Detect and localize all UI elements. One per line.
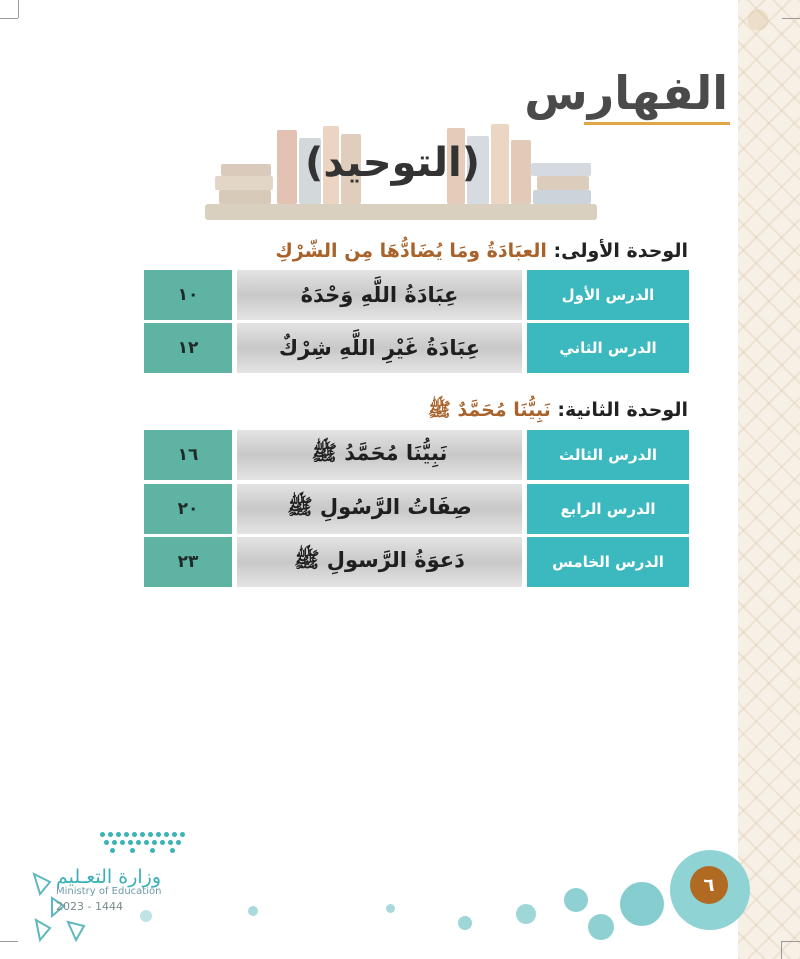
table-row[interactable]: [144, 537, 689, 587]
flower-ornament: [588, 914, 614, 940]
unit-heading-1: [275, 240, 688, 262]
flower-ornament: [458, 916, 472, 930]
ministry-name-en: Ministry of Education: [56, 886, 162, 897]
crop-mark: [782, 941, 800, 942]
vision-dots: [100, 828, 192, 854]
page-title: الفهارس: [524, 66, 728, 120]
page-number-cell: ٢٠: [144, 484, 232, 534]
flower-ornament: [620, 882, 664, 926]
page-number-cell: ١٠: [144, 270, 232, 320]
page-number-cell: ٢٣: [144, 537, 232, 587]
lesson-label: الدرس الأول: [527, 270, 689, 320]
lesson-label: الدرس الثاني: [527, 323, 689, 373]
crop-mark: [782, 18, 800, 19]
ministry-logo: [28, 828, 198, 948]
shelf: [205, 204, 597, 220]
section-banner: (التوحيد): [305, 140, 480, 186]
crop-mark: [18, 0, 19, 18]
lesson-title: دَعوَةُ الرَّسولِ ﷺ: [237, 537, 522, 587]
edition-year: 2023 - 1444: [56, 900, 123, 913]
lesson-label: الدرس الرابع: [527, 484, 689, 534]
unit-prefix: الوحدة الثانية:: [550, 399, 688, 421]
lesson-label: الدرس الثالث: [527, 430, 689, 480]
page-number: ٦: [690, 866, 728, 904]
decorative-border: [738, 0, 800, 959]
flower-ornament: [564, 888, 588, 912]
unit-heading-2: [428, 398, 688, 426]
table-row[interactable]: [144, 430, 689, 480]
title-underline: [584, 122, 730, 125]
flower-ornament: [386, 904, 395, 913]
table-row[interactable]: [144, 484, 689, 534]
table-row[interactable]: [144, 270, 689, 320]
lesson-title: عِبَادَةُ غَيْرِ اللَّهِ شِرْكٌ: [237, 323, 522, 373]
lesson-label: الدرس الخامس: [527, 537, 689, 587]
page-number-cell: ١٦: [144, 430, 232, 480]
crop-mark: [781, 941, 782, 959]
crop-mark: [0, 941, 18, 942]
table-row[interactable]: [144, 323, 689, 373]
lesson-title: نَبِيُّنَا مُحَمَّدُ ﷺ: [237, 430, 522, 480]
crop-mark: [0, 18, 18, 19]
ministry-name-ar: وزارة التعـليم: [56, 866, 162, 888]
flower-ornament: [516, 904, 536, 924]
unit-prefix: الوحدة الأولى:: [546, 240, 688, 262]
unit-name: العبَادَةُ ومَا يُضَادُّهَا مِن الشّرْكِ: [275, 240, 547, 262]
lesson-title: صِفَاتُ الرَّسُولِ ﷺ: [237, 484, 522, 534]
unit-name: نَبِيُّنَا مُحَمَّدٌ ﷺ: [427, 399, 551, 421]
page-number-cell: ١٢: [144, 323, 232, 373]
lesson-title: عِبَادَةُ اللَّهِ وَحْدَهُ: [237, 270, 522, 320]
flower-ornament: [248, 906, 258, 916]
